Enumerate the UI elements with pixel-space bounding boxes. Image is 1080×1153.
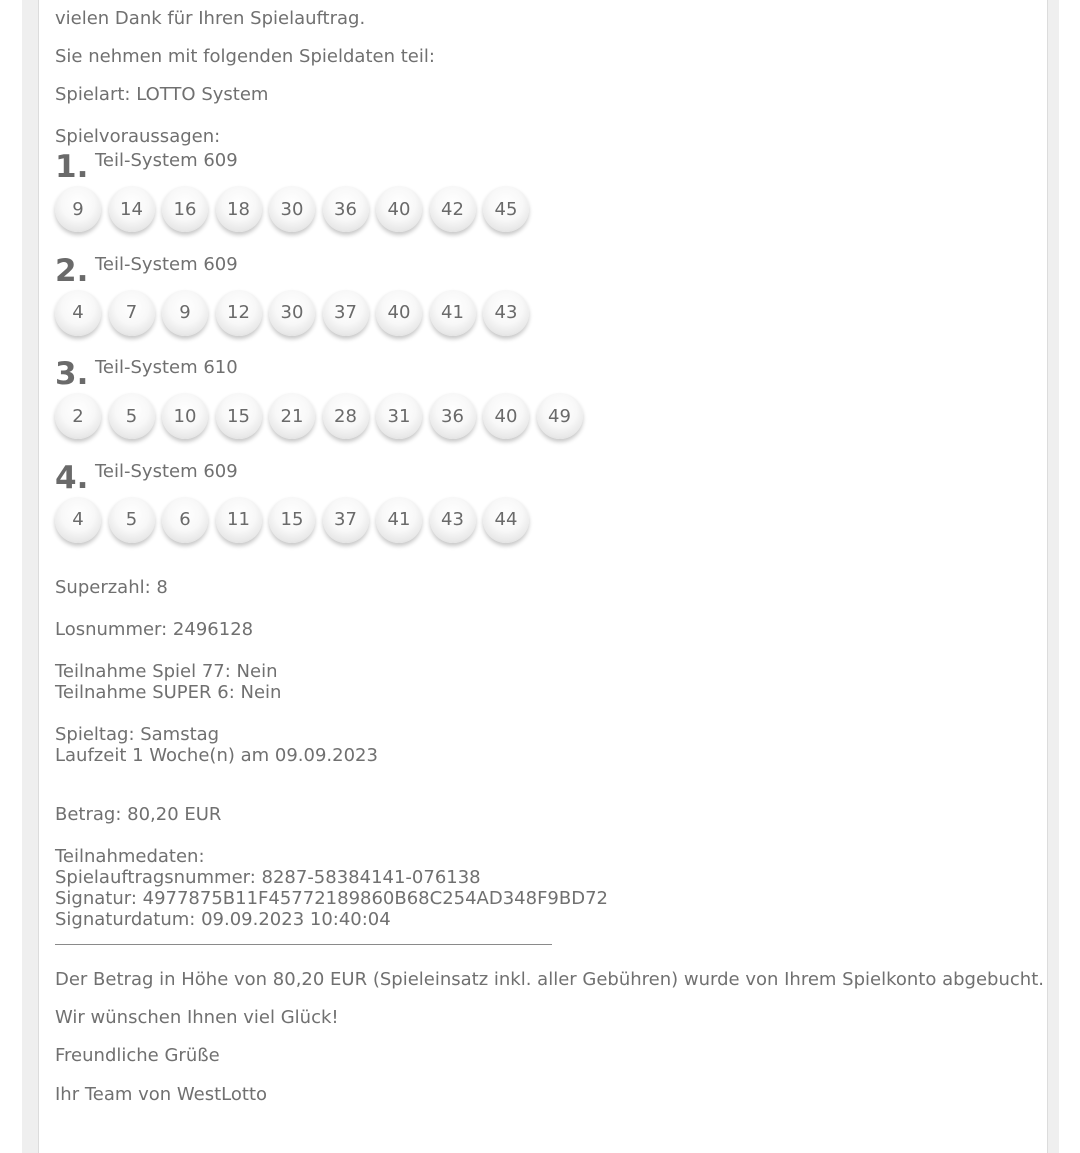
lotto-ball: 41 xyxy=(376,497,422,543)
game-title: Teil-System 609 xyxy=(95,253,238,275)
signatur: Signatur: 4977875B11F45772189860B68C254AD348F9BD72 xyxy=(55,888,608,909)
lotto-ball: 42 xyxy=(430,186,476,232)
lotto-ball: 15 xyxy=(216,393,262,439)
lotto-ball: 43 xyxy=(483,290,529,336)
lotto-ball: 37 xyxy=(323,290,369,336)
game-2 xyxy=(55,253,1045,357)
betrag: Betrag: 80,20 EUR xyxy=(55,804,222,825)
superzahl: Superzahl: 8 xyxy=(55,577,168,598)
lotto-ball: 49 xyxy=(537,393,583,439)
lotto-ball: 9 xyxy=(55,186,101,232)
teilnahmedaten-label: Teilnahmedaten: xyxy=(55,846,205,867)
lotto-ball: 5 xyxy=(109,393,155,439)
ball-row xyxy=(55,187,1045,233)
lotto-ball: 21 xyxy=(269,393,315,439)
spieltag: Spieltag: Samstag xyxy=(55,724,220,745)
signoff: Ihr Team von WestLotto xyxy=(55,1084,268,1105)
lotto-ball: 7 xyxy=(109,290,155,336)
lotto-ball: 9 xyxy=(162,290,208,336)
game-3 xyxy=(55,356,1045,460)
ball-row xyxy=(55,291,1045,337)
participation-text: Sie nehmen mit folgenden Spieldaten teil: xyxy=(55,46,435,67)
signaturdatum: Signaturdatum: 09.09.2023 10:40:04 xyxy=(55,909,391,930)
thanks-text: vielen Dank für Ihren Spielauftrag. xyxy=(55,8,366,29)
lotto-ball: 40 xyxy=(376,186,422,232)
lotto-ball: 16 xyxy=(162,186,208,232)
email-body xyxy=(55,0,1045,1105)
game-number: 3. xyxy=(55,356,89,392)
lotto-ball: 4 xyxy=(55,290,101,336)
game-type: Spielart: LOTTO System xyxy=(55,84,269,105)
lotto-ball: 5 xyxy=(109,497,155,543)
predictions-label: Spielvoraussagen: xyxy=(55,126,221,147)
game-title: Teil-System 609 xyxy=(95,150,238,171)
lotto-ball: 12 xyxy=(216,290,262,336)
debit-note: Der Betrag in Höhe von 80,20 EUR (Spieleinsatz inkl. aller Gebühren) wurde von Ihrem Spielkonto abgebucht. xyxy=(55,969,1044,990)
greeting: Freundliche Grüße xyxy=(55,1045,220,1066)
game-title: Teil-System 610 xyxy=(95,357,238,378)
lotto-ball: 2 xyxy=(55,393,101,439)
lotto-ball: 31 xyxy=(376,393,422,439)
game-number: 2. xyxy=(55,252,89,289)
lotto-ball: 43 xyxy=(430,497,476,543)
lotto-ball: 40 xyxy=(376,290,422,336)
super6-status: Teilnahme SUPER 6: Nein xyxy=(55,682,282,703)
lotto-ball: 37 xyxy=(323,497,369,543)
spiel77-status: Teilnahme Spiel 77: Nein xyxy=(55,661,278,682)
game-1 xyxy=(55,149,1045,253)
losnummer: Losnummer: 2496128 xyxy=(55,619,254,640)
lotto-ball: 11 xyxy=(216,497,262,543)
game-4 xyxy=(55,460,1045,564)
lotto-ball: 18 xyxy=(216,186,262,232)
good-luck-text: Wir wünschen Ihnen viel Glück! xyxy=(55,1007,339,1028)
lotto-ball: 30 xyxy=(269,290,315,336)
lotto-ball: 10 xyxy=(162,393,208,439)
lotto-ball: 30 xyxy=(269,186,315,232)
lotto-ball: 4 xyxy=(55,497,101,543)
lotto-ball: 28 xyxy=(323,393,369,439)
spielauftragsnummer: Spielauftragsnummer: 8287-58384141-076138 xyxy=(55,867,481,888)
lotto-ball: 6 xyxy=(162,497,208,543)
lotto-ball: 41 xyxy=(430,290,476,336)
lotto-ball: 36 xyxy=(430,393,476,439)
lotto-ball: 44 xyxy=(483,497,529,543)
laufzeit: Laufzeit 1 Woche(n) am 09.09.2023 xyxy=(55,745,378,766)
game-number: 4. xyxy=(55,459,89,496)
game-number: 1. xyxy=(55,149,89,185)
lotto-ball: 15 xyxy=(269,497,315,543)
lotto-ball: 36 xyxy=(323,186,369,232)
lotto-ball: 14 xyxy=(109,186,155,232)
game-title: Teil-System 609 xyxy=(95,460,238,482)
game-list xyxy=(55,149,1045,563)
divider xyxy=(55,944,552,945)
ball-row xyxy=(55,394,1045,440)
lotto-ball: 40 xyxy=(483,393,529,439)
lotto-ball: 45 xyxy=(483,186,529,232)
ball-row xyxy=(55,498,1045,544)
